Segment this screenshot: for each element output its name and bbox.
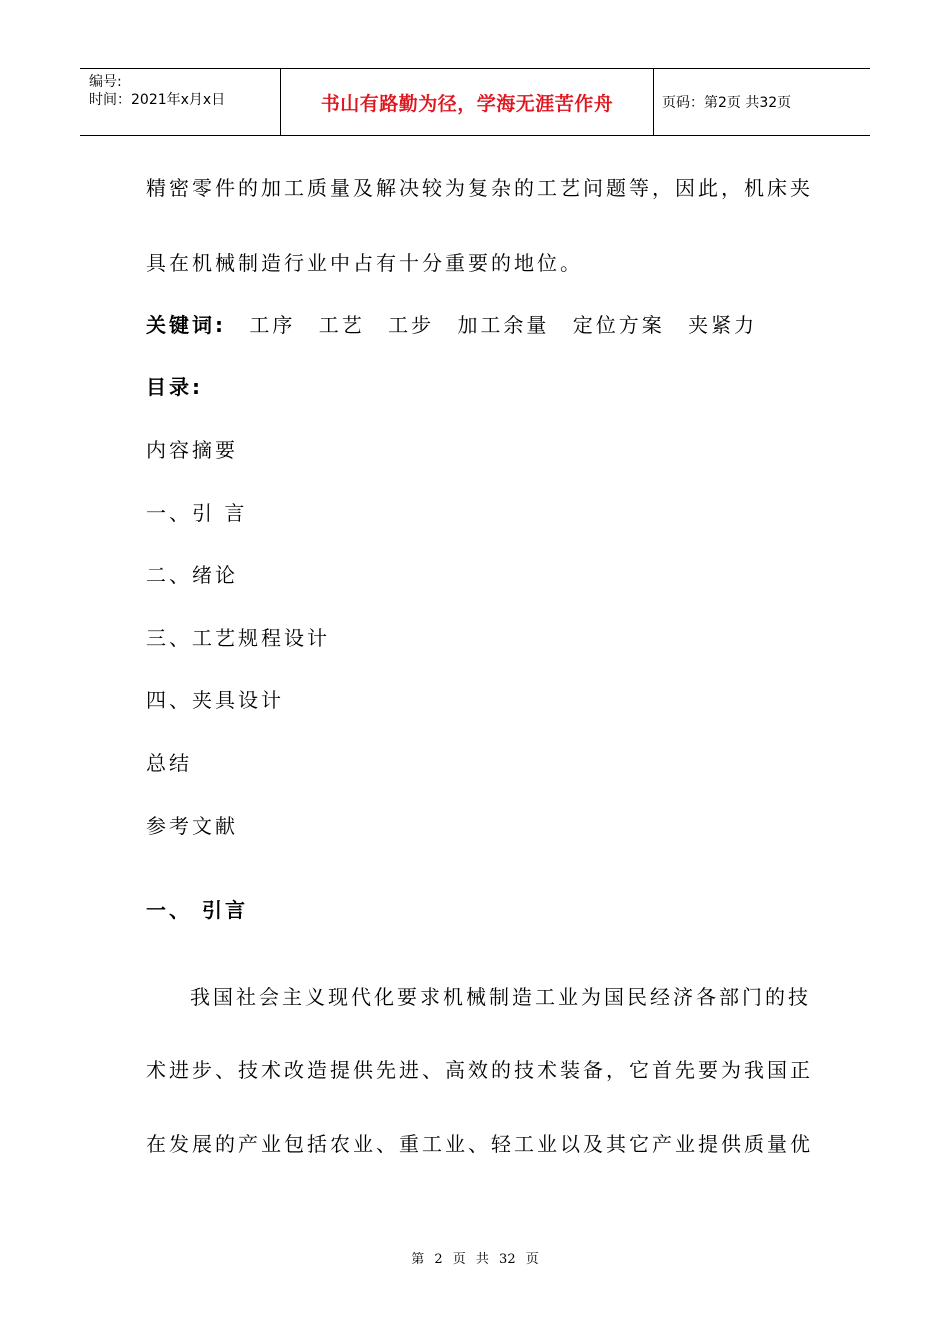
toc-item: 参考文献: [146, 814, 238, 838]
toc-item: 总结: [146, 751, 192, 775]
paragraph-line: 具在机械制造行业中占有十分重要的地位。: [146, 251, 583, 275]
header-page-info: 页码：第2页 共32页: [662, 95, 792, 111]
header-meta: [80, 69, 281, 135]
toc-item: 四、夹具设计: [146, 688, 284, 712]
keyword: 工艺: [318, 313, 365, 337]
toc-item: 内容摘要: [146, 438, 238, 462]
paragraph-line: 在发展的产业包括农业、重工业、轻工业以及其它产业提供质量优: [146, 1132, 813, 1156]
keyword: 工步: [388, 313, 435, 337]
header-motto: 书山有路勤为径，学海无涯苦作舟: [281, 69, 654, 135]
number-label: 编号:: [89, 74, 122, 90]
keyword: 夹紧力: [688, 313, 758, 337]
keywords-row: [146, 309, 771, 338]
section-title: 一、 引言: [146, 898, 248, 922]
toc-item: 二、绪论: [146, 563, 238, 587]
keywords-label: 关键词:: [146, 313, 226, 337]
toc-item: 三、工艺规程设计: [146, 626, 330, 650]
paragraph-line: 我国社会主义现代化要求机械制造工业为国民经济各部门的技: [190, 985, 811, 1009]
keyword: 工序: [249, 313, 296, 337]
toc-label: 目录:: [146, 375, 203, 399]
page-header: [80, 68, 870, 136]
keyword: 定位方案: [572, 313, 665, 337]
toc-item: 一、引 言: [146, 501, 248, 525]
keyword: 加工余量: [457, 313, 550, 337]
paragraph-line: 精密零件的加工质量及解决较为复杂的工艺问题等，因此，机床夹: [146, 176, 813, 200]
time-label: 时间：2021年x月x日: [89, 92, 226, 108]
paragraph-line: 术进步、技术改造提供先进、高效的技术装备，它首先要为我国正: [146, 1058, 813, 1082]
page-footer: 第 2 页 共 32 页: [411, 1252, 539, 1267]
